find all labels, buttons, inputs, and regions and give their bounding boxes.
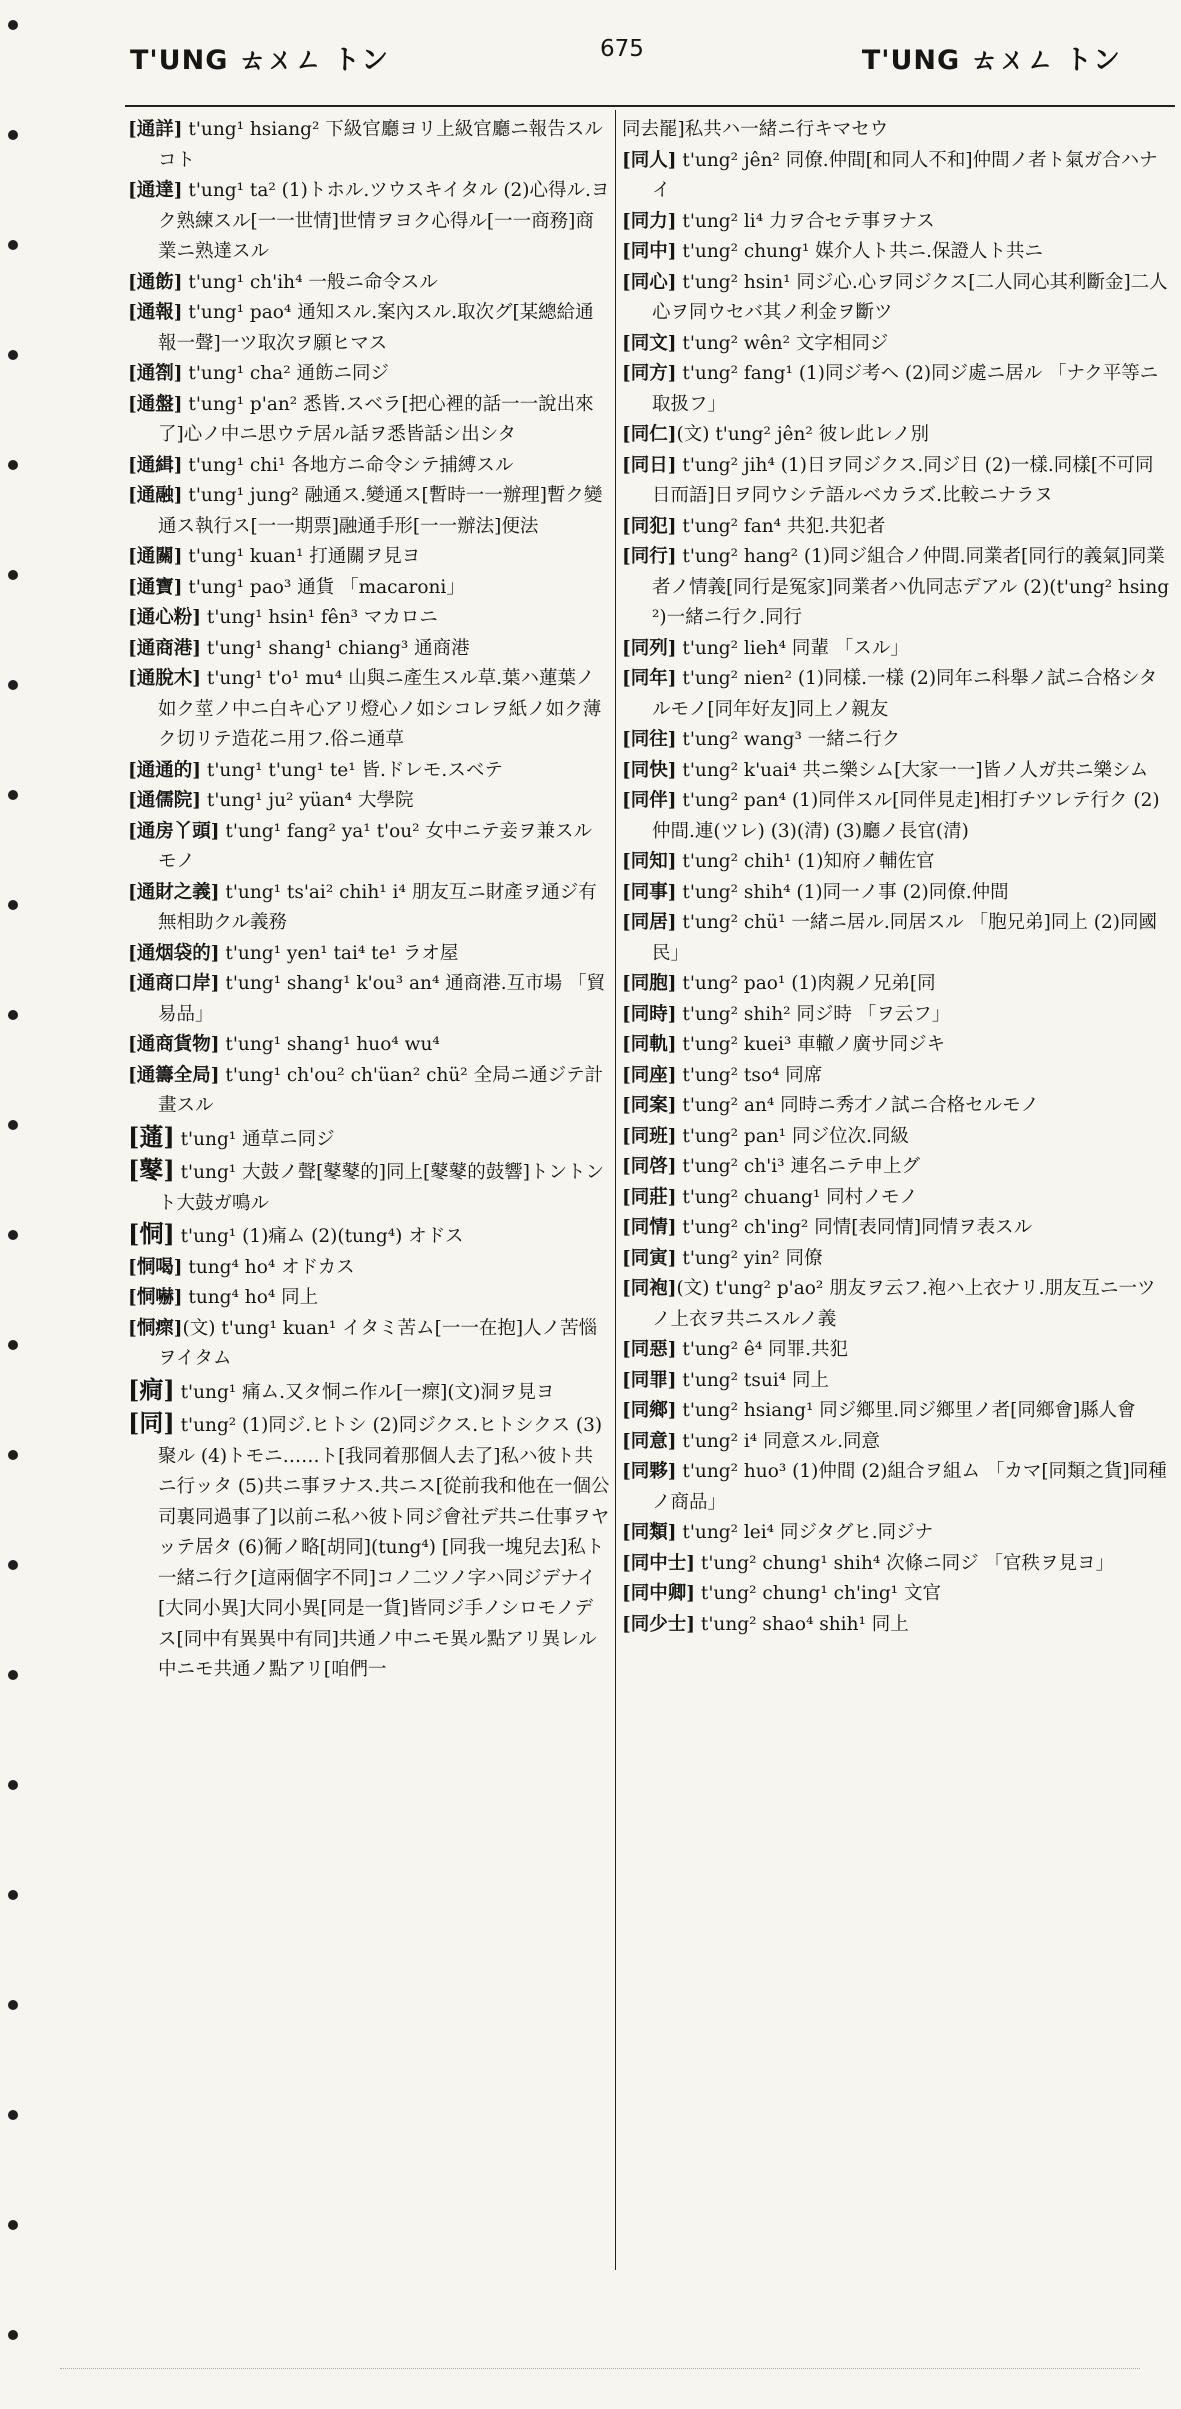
dictionary-entry <box>128 664 610 756</box>
dictionary-entry <box>622 1518 1170 1549</box>
dictionary-entry <box>128 1408 610 1686</box>
dictionary-entry <box>622 207 1170 238</box>
dictionary-entry <box>128 176 610 268</box>
dictionary-entry <box>622 1183 1170 1214</box>
entry-definition: t'ung² shih⁴ (1)同一ノ事 (2)同僚.仲間 <box>676 881 1009 903</box>
dictionary-entry <box>622 908 1170 969</box>
entry-definition: (文) t'ung² p'ao² 朋友ヲ云フ.袍ハ上衣ナリ.朋友互ニ一ツノ上衣ヲ共ニスルノ義 <box>652 1278 1156 1330</box>
entry-headword: [通報] <box>128 302 183 323</box>
page-bottom-edge <box>60 2368 1140 2379</box>
dictionary-entry <box>622 359 1170 420</box>
entry-headword: [通飭] <box>128 271 183 293</box>
entry-headword: [恫嚇] <box>128 1287 183 1308</box>
entry-headword: [同快] <box>622 759 677 781</box>
entry-definition: t'ung² pao¹ (1)肉親ノ兄弟[同 <box>676 973 936 994</box>
dictionary-entry <box>128 603 610 634</box>
entry-definition: t'ung² kuei³ 車轍ノ廣サ同ジキ <box>676 1034 946 1055</box>
binding-hole <box>8 570 18 580</box>
entry-headword: [通脫木] <box>128 668 202 689</box>
binding-hole <box>8 2000 18 2010</box>
entry-definition: t'ung² chuang¹ 同村ノモノ <box>676 1186 918 1208</box>
left-column <box>128 115 610 1686</box>
binding-hole <box>8 350 18 360</box>
dictionary-entry <box>128 1253 610 1284</box>
entry-headword: [同寅] <box>622 1247 677 1269</box>
dictionary-entry <box>128 1283 610 1314</box>
binding-hole <box>8 130 18 140</box>
entry-headword: [同少士] <box>622 1613 696 1635</box>
entry-headword: [通財之義] <box>128 881 220 903</box>
entry-headword: [同列] <box>622 637 677 659</box>
entry-headword: [同仁] <box>622 424 677 445</box>
entry-headword: [恫瘝] <box>128 1317 183 1339</box>
dictionary-entry <box>622 237 1170 268</box>
dictionary-entry <box>128 573 610 604</box>
entry-headword: [通商港] <box>128 637 202 659</box>
entry-headword: [同惡] <box>622 1339 677 1360</box>
entry-definition: t'ung² pan¹ 同ジ位次.同級 <box>676 1125 909 1147</box>
entry-headword: [同文] <box>622 332 677 354</box>
dictionary-entry <box>128 298 610 359</box>
binding-hole <box>8 900 18 910</box>
entry-definition: tung⁴ ho⁴ 同上 <box>182 1287 319 1308</box>
binding-hole <box>8 1890 18 1900</box>
dictionary-entry <box>622 1244 1170 1275</box>
entry-definition: t'ung² shao⁴ shih¹ 同上 <box>695 1613 909 1635</box>
entry-definition: t'ung² lieh⁴ 同輩 「スル」 <box>676 637 909 659</box>
entry-headword: [鼕] <box>128 1155 175 1184</box>
entry-definition: t'ung¹ cha² 通飭ニ同ジ <box>182 363 389 384</box>
entry-headword: [同啓] <box>622 1156 677 1177</box>
entry-headword: [同莊] <box>622 1186 677 1208</box>
entry-headword: [同] <box>128 1408 175 1437</box>
binding-hole <box>8 1780 18 1790</box>
entry-definition: t'ung¹ t'o¹ mu⁴ 山與ニ產生スル草.葉ハ蓮葉ノ如ク莖ノ中ニ白キ心アリ燈心ノ如シコレヲ紙ノ如ク薄ク切リテ造花ニ用フ.俗ニ通草 <box>158 668 602 750</box>
entry-headword: [同罪] <box>622 1369 677 1391</box>
entry-headword: [通烟袋的] <box>128 942 220 964</box>
dictionary-entry <box>128 1155 610 1219</box>
entry-definition: t'ung¹ kuan¹ 打通關ヲ見ヨ <box>182 546 421 567</box>
entry-headword: [通緝] <box>128 454 183 476</box>
entry-headword: [同鄉] <box>622 1400 677 1421</box>
entry-definition: t'ung¹ shang¹ chiang³ 通商港 <box>201 637 470 659</box>
entry-definition: t'ung² ch'i³ 連名ニテ申上グ <box>676 1156 920 1177</box>
entry-definition: t'ung² wên² 文字相同ジ <box>676 332 889 354</box>
entry-headword: [同軌] <box>622 1034 677 1055</box>
entry-headword: [同伴] <box>622 790 677 811</box>
entry-headword: [同往] <box>622 729 677 750</box>
entry-definition: t'ung² fan⁴ 共犯.共犯者 <box>676 515 886 537</box>
entry-definition: t'ung¹ pao⁴ 通知スル.案內スル.取次グ[某總給通報一聲]一ツ取次ヲ願ヒマス <box>158 302 594 354</box>
dictionary-entry <box>622 786 1170 847</box>
dictionary-entry <box>128 268 610 299</box>
dictionary-entry <box>128 359 610 390</box>
dictionary-entry <box>622 1061 1170 1092</box>
entry-definition: t'ung² ch'ing² 同情[表同情]同情ヲ表スル <box>676 1217 1033 1238</box>
entry-headword: [通儒院] <box>128 790 202 811</box>
dictionary-entry <box>128 451 610 482</box>
entry-headword: [通達] <box>128 180 183 201</box>
entry-headword: [通融] <box>128 485 183 506</box>
entry-headword: [通寶] <box>128 576 183 598</box>
entry-headword: [同心] <box>622 271 677 293</box>
dictionary-entry <box>622 1457 1170 1518</box>
dictionary-entry <box>128 1122 610 1156</box>
dictionary-entry <box>128 542 610 573</box>
entry-definition: t'ung² pan⁴ (1)同伴スル[同伴見走]相打チツレテ行ク (2)仲間.連(ツレ) (3)(清) (3)廳ノ長官(清) <box>652 790 1160 842</box>
binding-hole <box>8 20 18 30</box>
entry-headword: [同事] <box>622 881 677 903</box>
dictionary-entry <box>128 634 610 665</box>
entry-definition: t'ung¹ (1)痛ム (2)(tung⁴) オドス <box>174 1226 464 1247</box>
entry-headword: [同班] <box>622 1125 677 1147</box>
entry-definition: t'ung¹ fang² ya¹ t'ou² 女中ニテ妾ヲ兼スルモノ <box>158 820 592 872</box>
entry-headword: [通通的] <box>128 759 202 781</box>
entry-headword: [通詳] <box>128 119 183 140</box>
dictionary-entry <box>622 1030 1170 1061</box>
binding-hole <box>8 1120 18 1130</box>
entry-definition: t'ung² hang² (1)同ジ組合ノ仲間.同業者[同行的義氣]同業者ノ情義[同行是冤家]同業者ハ仇同志デアル (2)(t'ung² hsing²)一緒ニ行ク.同行 <box>652 546 1170 628</box>
entry-headword: [同知] <box>622 851 677 872</box>
entry-definition: t'ung¹ shang¹ huo⁴ wu⁴ <box>219 1034 440 1055</box>
entry-headword: [同居] <box>622 912 677 933</box>
header-right-guide-word: T'UNG ㄊㄨㄥ トン <box>861 45 1121 76</box>
entry-definition: t'ung² jih⁴ (1)日ヲ同ジクス.同ジ日 (2)一樣.同樣[不可同日而語]日ヲ同ウシテ語ルベカラズ.比較ニナラヌ <box>652 454 1154 506</box>
binding-hole <box>8 790 18 800</box>
entry-definition: t'ung² k'uai⁴ 共ニ樂シム[大家一一]皆ノ人ガ共ニ樂シム <box>676 759 1149 781</box>
dictionary-entry <box>622 969 1170 1000</box>
entry-headword: [恫] <box>128 1219 175 1248</box>
entry-headword: [蓪] <box>128 1121 175 1151</box>
entry-headword: [同中] <box>622 241 677 262</box>
entry-headword: [通心粉] <box>128 607 202 628</box>
dictionary-entry <box>622 1091 1170 1122</box>
entry-headword: [同行] <box>622 546 677 567</box>
dictionary-entry <box>622 1213 1170 1244</box>
entry-definition: t'ung¹ 通草ニ同ジ <box>174 1128 335 1150</box>
dictionary-entry <box>622 451 1170 512</box>
entry-definition: t'ung² i⁴ 同意スル.同意 <box>676 1430 880 1452</box>
entry-headword: [恫喝] <box>128 1256 183 1278</box>
dictionary-entry <box>128 969 610 1030</box>
entry-headword: [痌] <box>128 1374 175 1404</box>
entry-headword: [同犯] <box>622 515 677 537</box>
entry-definition: t'ung² huo³ (1)仲間 (2)組合ヲ組ム 「カマ[同類之貨]同種ノ商品」 <box>652 1461 1167 1513</box>
entry-definition: t'ung² chung¹ 媒介人ト共ニ.保證人ト共ニ <box>676 241 1044 262</box>
entry-definition: t'ung¹ yen¹ tai⁴ te¹ ラオ屋 <box>219 942 459 964</box>
entry-definition: t'ung² hsin¹ 同ジ心.心ヲ同ジクス[二人同心其利斷金]二人心ヲ同ウセバ其ノ利金ヲ斷ツ <box>652 271 1168 323</box>
dictionary-entry <box>128 1219 610 1253</box>
entry-definition: t'ung² tso⁴ 同席 <box>676 1064 823 1086</box>
entry-definition: t'ung¹ ch'ih⁴ 一般ニ命令スル <box>182 271 438 293</box>
dictionary-entry <box>128 390 610 451</box>
page-header <box>130 30 1131 80</box>
entry-definition: t'ung¹ t'ung¹ te¹ 皆.ドレモ.スベテ <box>201 759 503 781</box>
dictionary-entry <box>622 1366 1170 1397</box>
binding-hole <box>8 2110 18 2120</box>
entry-definition: t'ung² chung¹ shih⁴ 次條ニ同ジ 「官秩ヲ見ヨ」 <box>695 1552 1115 1574</box>
dictionary-entry <box>128 115 610 176</box>
dictionary-entry <box>622 1122 1170 1153</box>
entry-definition: (文) t'ung¹ kuan¹ イタミ苦ム[一一在抱]人ノ苦惱ヲイタム <box>158 1317 598 1369</box>
header-rule <box>125 105 1175 107</box>
entry-headword: [通關] <box>128 546 183 567</box>
dictionary-entry <box>128 1061 610 1122</box>
entry-headword: [同情] <box>622 1217 677 1238</box>
entry-definition: t'ung² nien² (1)同樣.一樣 (2)同年ニ科舉ノ試ニ合格シタルモノ[同年好友]同上ノ親友 <box>652 668 1158 720</box>
entry-headword: [同時] <box>622 1003 677 1025</box>
dictionary-entry <box>622 1549 1170 1580</box>
entry-headword: [同日] <box>622 454 677 476</box>
entry-headword: [同胞] <box>622 973 677 994</box>
entry-definition: t'ung² jên² 同僚.仲間[和同人不和]仲間ノ者ト氣ガ合ハナイ <box>652 149 1158 201</box>
entry-definition: t'ung² ê⁴ 同罪.共犯 <box>676 1339 849 1360</box>
dictionary-entry <box>622 329 1170 360</box>
binding-hole <box>8 1450 18 1460</box>
dictionary-entry <box>622 1152 1170 1183</box>
entry-headword: [同中卿] <box>622 1583 696 1604</box>
entry-definition: tung⁴ ho⁴ オドカス <box>182 1256 355 1278</box>
dictionary-entry <box>622 878 1170 909</box>
dictionary-entry <box>622 725 1170 756</box>
dictionary-entry <box>622 756 1170 787</box>
entry-definition: t'ung¹ ta² (1)トホル.ツウスキイタル (2)心得ル.ヨク熟練スル[一一世情]世情ヲヨク心得ル[一一商務]商業ニ熟達スル <box>158 180 610 262</box>
dictionary-entry <box>622 268 1170 329</box>
dictionary-entry <box>622 542 1170 634</box>
binding-hole <box>8 1670 18 1680</box>
binding-hole <box>8 1560 18 1570</box>
entry-definition: t'ung² li⁴ 力ヲ合セテ事ヲナス <box>676 210 935 232</box>
dictionary-entry <box>622 1427 1170 1458</box>
column-divider <box>615 110 616 2270</box>
entry-headword: [同人] <box>622 149 677 171</box>
dictionary-entry <box>128 481 610 542</box>
entry-headword: [同類] <box>622 1522 677 1543</box>
dictionary-entry <box>622 1396 1170 1427</box>
dictionary-entry <box>622 1274 1170 1335</box>
header-left-guide-word: T'UNG ㄊㄨㄥ トン <box>130 45 390 76</box>
entry-headword: [同夥] <box>622 1461 677 1482</box>
dictionary-entry <box>128 756 610 787</box>
dictionary-entry <box>622 847 1170 878</box>
binding-hole <box>8 1340 18 1350</box>
entry-definition: t'ung¹ chi¹ 各地方ニ命令シテ捕縛スル <box>182 454 514 476</box>
dictionary-entry <box>128 1314 610 1375</box>
dictionary-entry <box>622 1579 1170 1610</box>
entry-headword: [同座] <box>622 1064 677 1086</box>
entry-definition: t'ung¹ pao³ 通貨 「macaroni」 <box>182 576 465 598</box>
entry-definition: t'ung¹ 大鼓ノ聲[鼕鼕的]同上[鼕鼕的鼓響]トントント大鼓ガ鳴ル <box>158 1162 604 1214</box>
entry-definition: t'ung¹ ts'ai² chih¹ i⁴ 朋友互ニ財產ヲ通ジ有無相助クル義務 <box>158 881 597 933</box>
entry-definition: t'ung¹ ju² yüan⁴ 大學院 <box>201 790 414 811</box>
dictionary-entry <box>128 878 610 939</box>
entry-definition: t'ung² shih² 同ジ時 「ヲ云フ」 <box>676 1003 951 1025</box>
binding-hole <box>8 2220 18 2230</box>
entry-definition: t'ung¹ hsin¹ fên³ マカロニ <box>201 607 438 628</box>
entry-definition: t'ung¹ ch'ou² ch'üan² chü² 全局ニ通ジテ計畫スル <box>158 1064 604 1116</box>
binding-holes <box>8 0 22 2409</box>
dictionary-entry <box>622 1610 1170 1641</box>
entry-definition: t'ung¹ hsiang² 下級官廳ヨリ上級官廳ニ報告スルコト <box>158 119 603 171</box>
binding-hole <box>8 460 18 470</box>
entry-headword: [通劄] <box>128 363 183 384</box>
dictionary-entry <box>128 786 610 817</box>
entry-definition: (文) t'ung² jên² 彼レ此レノ別 <box>676 424 929 445</box>
entry-definition: t'ung² hsiang¹ 同ジ鄉里.同ジ鄉里ノ者[同鄉會]縣人會 <box>676 1400 1136 1421</box>
entry-headword: [通商貨物] <box>128 1034 220 1055</box>
binding-hole <box>8 1230 18 1240</box>
entry-headword: [通房丫頭] <box>128 820 220 842</box>
binding-hole <box>8 680 18 690</box>
entry-definition: t'ung² chung¹ ch'ing¹ 文官 <box>695 1583 941 1604</box>
entry-definition: t'ung² chü¹ 一緒ニ居ル.同居スル 「胞兄弟]同上 (2)同國民」 <box>652 912 1157 964</box>
dictionary-entry <box>128 817 610 878</box>
entry-definition: t'ung² lei⁴ 同ジタグヒ.同ジナ <box>676 1522 934 1543</box>
binding-hole <box>8 1010 18 1020</box>
entry-headword: [同案] <box>622 1095 677 1116</box>
entry-definition: t'ung² yin² 同僚 <box>676 1247 823 1269</box>
entry-definition: t'ung² fang¹ (1)同ジ考ヘ (2)同ジ處ニ居ル 「ナク平等ニ取扱フ」 <box>652 363 1159 415</box>
entry-headword: [通盤] <box>128 393 183 415</box>
dictionary-entry <box>622 420 1170 451</box>
dictionary-entry <box>622 512 1170 543</box>
binding-hole <box>8 240 18 250</box>
entry-headword: [通商口岸] <box>128 973 220 994</box>
entry-definition: 同去罷]私共ハ一緒ニ行キマセウ <box>622 119 889 140</box>
entry-definition: t'ung¹ 痛ム.又タ恫ニ作ル[一瘝](文)洞ヲ見ヨ <box>174 1381 555 1403</box>
entry-definition: t'ung² chih¹ (1)知府ノ輔佐官 <box>676 851 935 872</box>
binding-hole <box>8 2330 18 2340</box>
dictionary-entry <box>622 1335 1170 1366</box>
entry-definition: t'ung¹ jung² 融通ス.變通ス[暫時一一辦理]暫ク變通ス執行ス[一一期票]融通手形[一一辦法]便法 <box>158 485 603 537</box>
entry-definition: t'ung¹ shang¹ k'ou³ an⁴ 通商港.互市場 「貿易品」 <box>158 973 606 1025</box>
entry-definition: t'ung² wang³ 一緒ニ行ク <box>676 729 901 750</box>
entry-headword: [通籌全局] <box>128 1064 220 1086</box>
entry-headword: [同年] <box>622 668 677 689</box>
dictionary-entry <box>622 115 1170 146</box>
entry-definition: t'ung² (1)同ジ.ヒトシ (2)同ジクス.ヒトシクス (3)聚ル (4)トモニ……ト[我同着那個人去了]私ハ彼ト共ニ行ッタ (5)共ニ事ヲナス.共ニス[從前我和他在一個公司裏同過事了]以前ニ私ハ彼ト同ジ會社デ共ニ仕事ヲヤッテ居タ (6)衕ノ略[胡同](tung⁴) [同我一塊兒去]私ト一緒ニ行ク[這兩個字不同]コノ二ツノ字ハ同ジデナイ[大同小異]大同小異[同是一貨]皆同ジ手ノシロモノデス[同中有異異中有同]共通ノ中ニモ異ル點アリ異レル中ニモ共通ノ點アリ[咱們一 <box>158 1415 610 1680</box>
entry-definition: t'ung² an⁴ 同時ニ秀才ノ試ニ合格セルモノ <box>676 1095 1039 1116</box>
dictionary-entry <box>128 939 610 970</box>
entry-headword: [同方] <box>622 363 677 384</box>
entry-headword: [同力] <box>622 210 677 232</box>
dictionary-entry <box>128 1375 610 1409</box>
entry-headword: [同袍] <box>622 1278 677 1299</box>
dictionary-entry <box>128 1030 610 1061</box>
dictionary-entry <box>622 634 1170 665</box>
entry-headword: [同中士] <box>622 1552 696 1574</box>
dictionary-entry <box>622 1000 1170 1031</box>
page-number: 675 <box>600 36 644 62</box>
entry-headword: [同意] <box>622 1430 677 1452</box>
dictionary-entry <box>622 146 1170 207</box>
right-column <box>622 115 1170 1640</box>
entry-definition: t'ung¹ p'an² 悉皆.スベラ[把心裡的話一一說出來了]心ノ中ニ思ウテ居ル話ヲ悉皆話シ出シタ <box>158 393 594 445</box>
dictionary-entry <box>622 664 1170 725</box>
entry-definition: t'ung² tsui⁴ 同上 <box>676 1369 829 1391</box>
